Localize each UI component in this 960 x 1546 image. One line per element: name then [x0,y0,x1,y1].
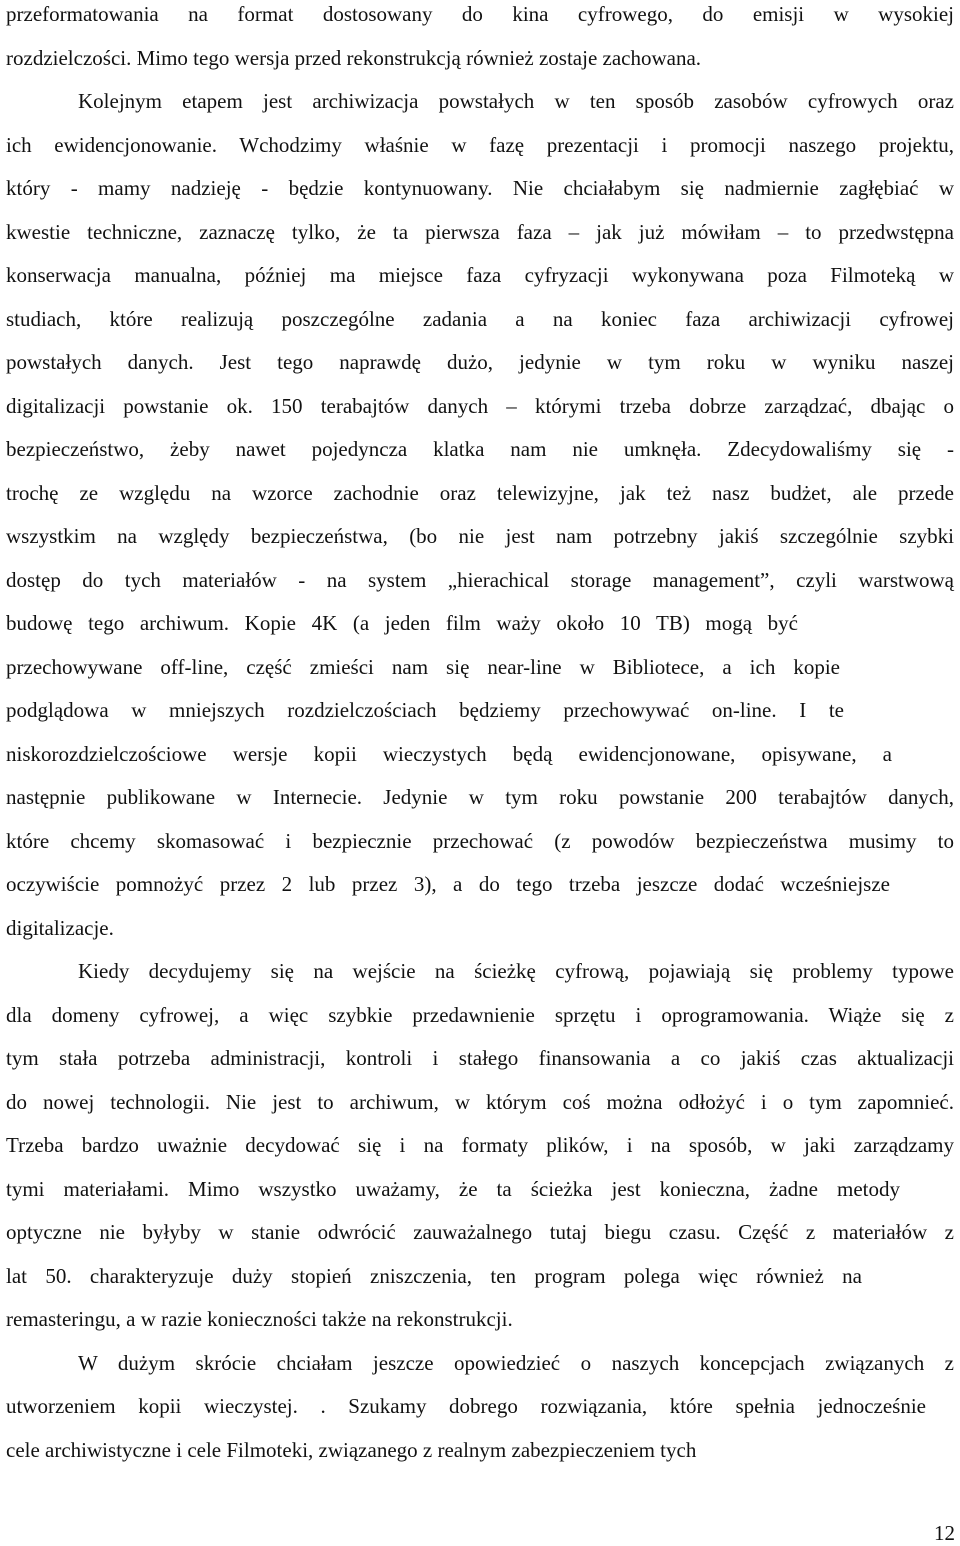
text-line: który - mamy nadzieję - będzie kontynuowany. Nie chciałabym się nadmiernie zagłębiać w [6,176,954,200]
text-line: digitalizacji powstanie ok. 150 terabajtów danych – którymi trzeba dobrze zarządzać, dbając o [6,394,954,418]
text-line: cele archiwistyczne i cele Filmoteki, związanego z realnym zabezpieczeniem tych [6,1438,697,1462]
text-line: tym stała potrzeba administracji, kontroli i stałego finansowania a co jakiś czas aktualizacji [6,1046,954,1070]
text-line: tymi materiałami. Mimo wszystko uważamy, że ta ścieżka jest konieczna, żadne metody [6,1177,900,1201]
text-line: podglądowa w mniejszych rozdzielczościach będziemy przechowywać on-line. I te [6,698,844,722]
text-line: dostęp do tych materiałów - na system „hierachical storage management”, czyli warstwową [6,568,954,592]
text-line: niskorozdzielczościowe wersje kopii wieczystych będą ewidencjonowane, opisywane, a [6,742,892,766]
text-line: ich ewidencjonowanie. Wchodzimy właśnie w fazę prezentacji i promocji naszego projektu, [6,133,954,157]
text-line: do nowej technologii. Nie jest to archiwum, w którym coś można odłożyć i o tym zapomnieć. [6,1090,954,1114]
text-line: W dużym skrócie chciałam jeszcze opowiedzieć o naszych koncepcjach związanych z [78,1351,954,1375]
text-line: utworzeniem kopii wieczystej. . Szukamy dobrego rozwiązania, które spełnia jednocześnie [6,1394,926,1418]
text-line: wszystkim na względy bezpieczeństwa, (bo nie jest nam potrzebny jakiś szczególnie szybki [6,524,954,548]
text-line: dla domeny cyfrowej, a więc szybkie przedawnienie sprzętu i oprogramowania. Wiąże się z [6,1003,954,1027]
text-line: Kolejnym etapem jest archiwizacja powstałych w ten sposób zasobów cyfrowych oraz [78,89,954,113]
text-line: studiach, które realizują poszczególne zadania a na koniec faza archiwizacji cyfrowej [6,307,954,331]
page-number: 12 [934,1521,955,1545]
text-line: optyczne nie byłyby w stanie odwrócić zauważalnego tutaj biegu czasu. Część z materiałów z [6,1220,954,1244]
text-line: Kiedy decydujemy się na wejście na ścieżkę cyfrową, pojawiają się problemy typowe [78,959,954,983]
text-line: kwestie techniczne, zaznaczę tylko, że ta pierwsza faza – jak już mówiłam – to przedwstępna [6,220,954,244]
text-line: oczywiście pomnożyć przez 2 lub przez 3), a do tego trzeba jeszcze dodać wcześniejsze [6,872,890,896]
text-line: remasteringu, a w razie konieczności także na rekonstrukcji. [6,1307,513,1331]
text-line: Trzeba bardzo uważnie decydować się i na formaty plików, i na sposób, w jaki zarządzamy [6,1133,954,1157]
text-line: konserwacja manualna, później ma miejsce faza cyfryzacji wykonywana poza Filmoteką w [6,263,954,287]
text-line: rozdzielczości. Mimo tego wersja przed rekonstrukcją również zostaje zachowana. [6,46,702,70]
text-line: bezpieczeństwo, żeby nawet pojedyncza klatka nam nie umknęła. Zdecydowaliśmy się - [6,437,954,461]
text-line: lat 50. charakteryzuje duży stopień zniszczenia, ten program polega więc również na [6,1264,862,1288]
text-line: następnie publikowane w Internecie. Jedynie w tym roku powstanie 200 terabajtów danych, [6,785,954,809]
text-line: budowę tego archiwum. Kopie 4K (a jeden film waży około 10 TB) mogą być [6,611,798,635]
text-line: trochę ze względu na wzorce zachodnie oraz telewizyjne, jak też nasz budżet, ale przede [6,481,954,505]
text-line: przeformatowania na format dostosowany do kina cyfrowego, do emisji w wysokiej [6,2,954,26]
text-line: powstałych danych. Jest tego naprawdę dużo, jedynie w tym roku w wyniku naszej [6,350,954,374]
text-line: przechowywane off-line, część zmieści nam się near-line w Bibliotece, a ich kopie [6,655,840,679]
text-line: digitalizacje. [6,916,114,940]
text-line: które chcemy skomasować i bezpiecznie przechować (z powodów bezpieczeństwa musimy to [6,829,954,853]
